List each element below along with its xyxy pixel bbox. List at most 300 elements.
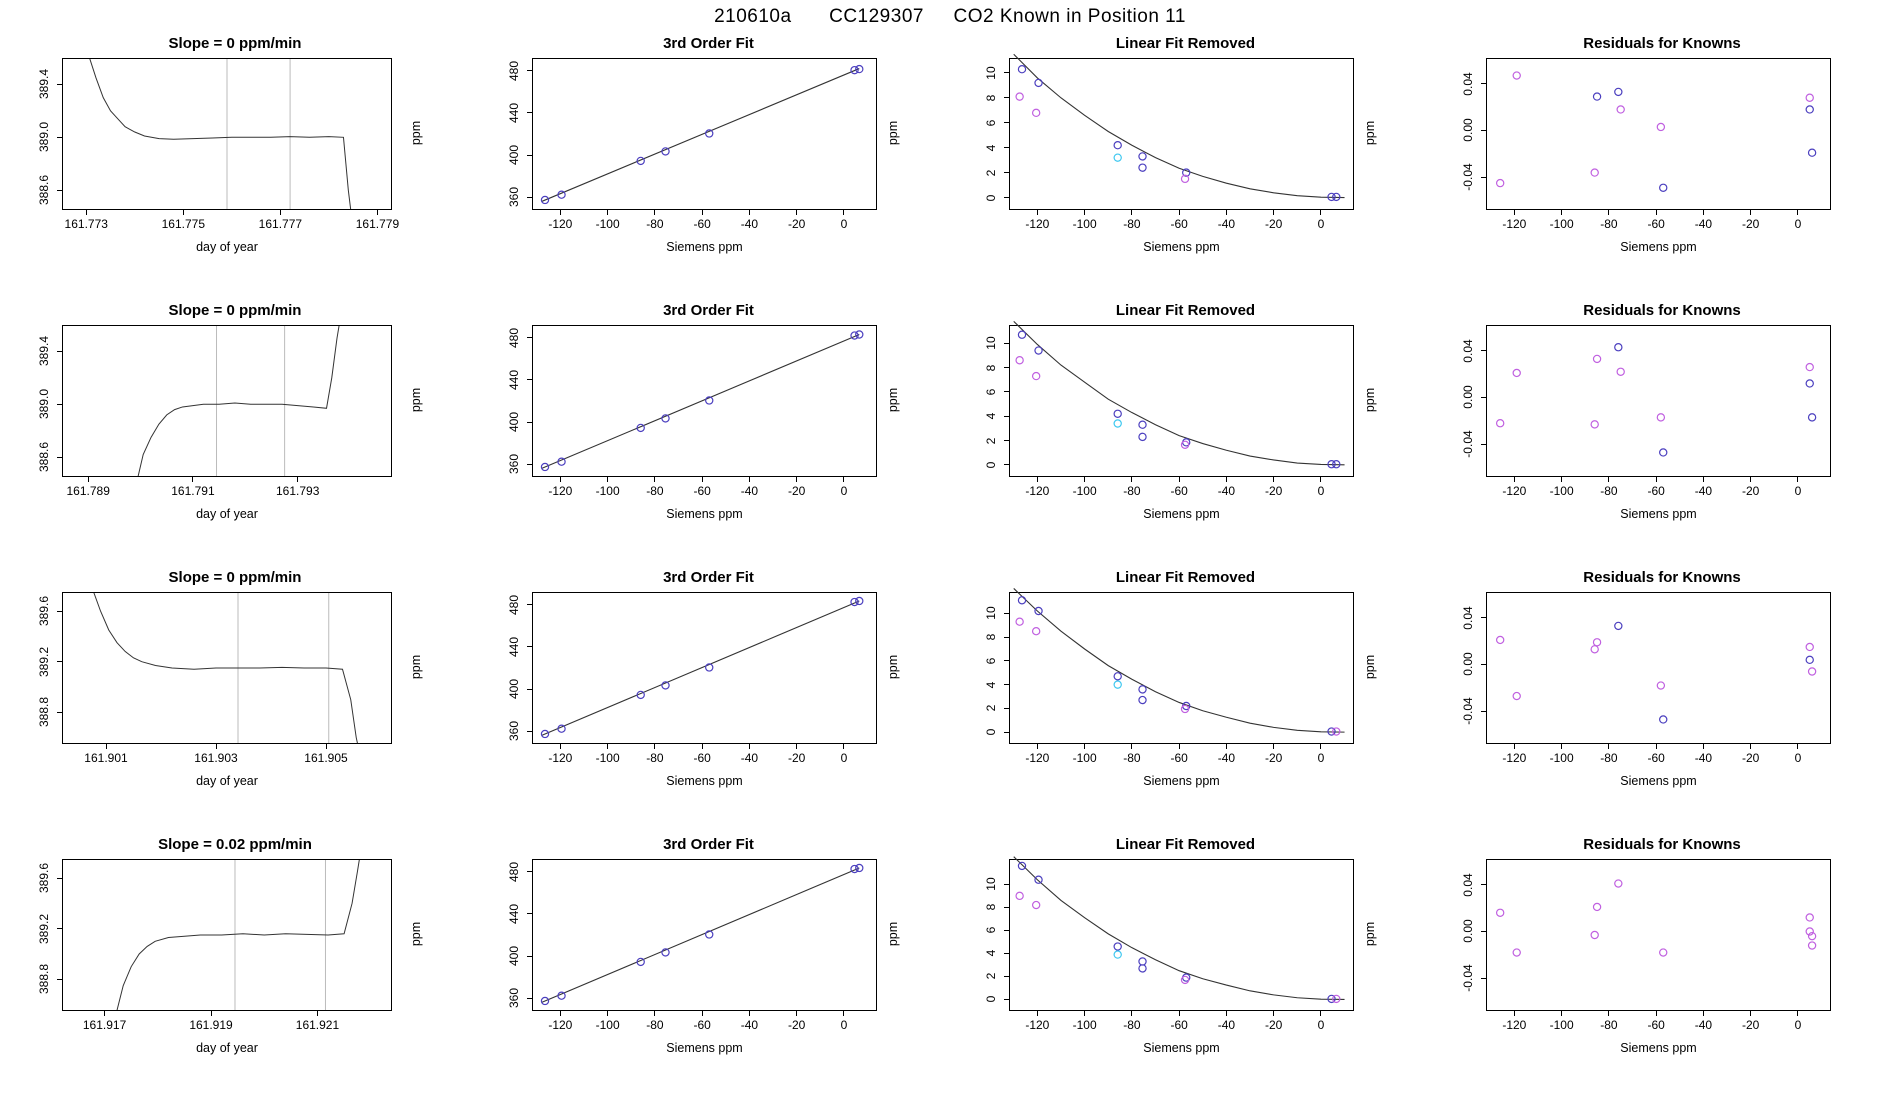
panel-title: Residuals for Knowns	[1583, 302, 1741, 319]
panel-r4-c3	[886, 831, 1424, 1098]
x-tickmark	[1084, 210, 1085, 215]
x-tick-label: -80	[1600, 1018, 1618, 1032]
x-tick-label: -80	[1123, 751, 1141, 765]
x-tick-label: -40	[1694, 484, 1713, 498]
x-tick-label: -80	[1600, 751, 1618, 765]
model-curve	[1014, 588, 1345, 732]
x-axis-label: Siemens ppm	[1620, 1041, 1697, 1055]
data-point	[1513, 72, 1520, 79]
x-tick-label: -120	[1025, 217, 1050, 231]
data-point	[1591, 646, 1598, 653]
y-tick-label: 360	[507, 187, 521, 208]
x-tickmark	[1561, 210, 1562, 215]
data-point	[1035, 79, 1042, 86]
data-point	[1497, 180, 1504, 187]
x-tickmark	[1084, 1011, 1085, 1016]
data-point	[1617, 106, 1624, 113]
x-axis-label: Siemens ppm	[666, 1041, 743, 1055]
panel-title: Linear Fit Removed	[1115, 569, 1256, 586]
y-tick-label: 388.6	[37, 175, 51, 206]
y-tick-label: 6	[984, 927, 998, 934]
y-tick-label: 400	[507, 679, 521, 700]
panel-r1-c2	[409, 30, 947, 297]
x-tick-label: 0	[1317, 751, 1325, 765]
y-tick-label: 2	[984, 973, 998, 980]
x-tick-label: -20	[1264, 217, 1283, 231]
x-tickmark	[1608, 210, 1609, 215]
x-tickmark	[1084, 477, 1085, 482]
x-tickmark	[1703, 210, 1704, 215]
x-tickmark	[607, 1011, 608, 1016]
x-axis-label: day of year	[196, 240, 258, 254]
panel-r3-c4	[1363, 564, 1900, 831]
y-axis-label: ppm	[1363, 654, 1377, 680]
x-tickmark	[1514, 210, 1515, 215]
data-point	[1615, 344, 1622, 351]
y-tick-label: 10	[984, 66, 998, 80]
x-tick-label: 0	[1794, 484, 1802, 498]
x-tick-label: -100	[1072, 217, 1097, 231]
x-tickmark	[796, 210, 797, 215]
data-point	[1593, 639, 1600, 646]
x-tickmark	[1608, 477, 1609, 482]
x-tickmark	[1514, 477, 1515, 482]
y-tick-label: 389.4	[37, 69, 51, 100]
x-tick-label: -80	[646, 1018, 664, 1032]
x-tickmark	[1179, 210, 1180, 215]
x-tick-label: -120	[1025, 1018, 1050, 1032]
panel-title: Slope = 0 ppm/min	[168, 35, 302, 52]
x-tick-label: 0	[1794, 217, 1802, 231]
y-tick-label: 389.6	[37, 862, 51, 894]
x-tickmark	[1320, 744, 1321, 749]
x-tickmark	[749, 744, 750, 749]
data-point	[1035, 347, 1042, 354]
y-tick-label: 389.6	[37, 595, 51, 627]
y-tick-label: 440	[507, 636, 521, 657]
x-tick-label: -100	[1549, 484, 1574, 498]
y-axis-label: ppm	[409, 921, 423, 947]
x-tickmark	[1750, 210, 1751, 215]
plot-graphics	[470, 297, 947, 564]
x-tickmark	[377, 210, 378, 215]
x-tick-label: 161.905	[304, 751, 348, 765]
x-tickmark	[749, 477, 750, 482]
data-point	[1018, 331, 1025, 338]
y-axis-label: ppm	[886, 921, 900, 947]
x-tickmark	[1179, 1011, 1180, 1016]
x-tick-label: 0	[1317, 1018, 1325, 1032]
x-tickmark	[796, 477, 797, 482]
x-tickmark	[749, 210, 750, 215]
data-point	[1018, 597, 1025, 604]
panel-title: Residuals for Knowns	[1583, 35, 1741, 52]
x-tick-label: -100	[595, 217, 620, 231]
x-tick-label: -60	[1170, 217, 1188, 231]
x-tickmark	[1037, 210, 1038, 215]
x-tick-label: -60	[1170, 484, 1188, 498]
x-tick-label: 161.791	[171, 484, 215, 498]
y-tick-label: 2	[984, 437, 998, 444]
panel-title: Linear Fit Removed	[1115, 836, 1256, 853]
x-axis-label: day of year	[196, 507, 258, 521]
x-tickmark	[560, 744, 561, 749]
data-point	[1016, 93, 1023, 100]
y-tick-label: 360	[507, 721, 521, 742]
y-tick-label: 480	[507, 60, 521, 81]
panel-r4-c4	[1363, 831, 1900, 1098]
x-tick-label: -40	[740, 1018, 759, 1032]
data-point	[1617, 368, 1624, 375]
x-tickmark	[104, 1011, 105, 1016]
x-tick-label: -80	[1600, 217, 1618, 231]
data-point	[1497, 909, 1504, 916]
x-tick-label: -20	[1264, 484, 1283, 498]
x-tickmark	[560, 1011, 561, 1016]
x-tickmark	[1750, 477, 1751, 482]
x-tick-label: 161.773	[64, 217, 108, 231]
data-point	[1139, 686, 1146, 693]
panel-r4-c2	[409, 831, 947, 1098]
x-tickmark	[702, 210, 703, 215]
x-tickmark	[1561, 1011, 1562, 1016]
panel-title: Linear Fit Removed	[1115, 35, 1256, 52]
data-point	[1513, 369, 1520, 376]
x-tick-label: -60	[1647, 751, 1665, 765]
x-tickmark	[607, 210, 608, 215]
plot-graphics	[470, 831, 947, 1098]
x-tick-label: -100	[595, 484, 620, 498]
x-tickmark	[1561, 744, 1562, 749]
data-point	[1181, 976, 1188, 983]
x-tickmark	[1273, 210, 1274, 215]
x-tick-label: 0	[840, 751, 848, 765]
y-tick-label: 0.00	[1461, 385, 1475, 410]
x-tickmark	[843, 210, 844, 215]
data-point	[1114, 681, 1121, 688]
panel-title: Linear Fit Removed	[1115, 302, 1256, 319]
y-tick-label: 6	[984, 657, 998, 665]
data-point	[1114, 951, 1121, 958]
x-axis-label: Siemens ppm	[666, 774, 743, 788]
x-axis-label: Siemens ppm	[666, 507, 743, 521]
panel-title: 3rd Order Fit	[663, 302, 754, 319]
y-tick-label: 2	[984, 169, 998, 176]
x-tickmark	[1703, 744, 1704, 749]
y-tick-label: 8	[984, 364, 998, 371]
data-point	[1497, 636, 1504, 643]
data-point	[1593, 903, 1600, 910]
x-tickmark	[843, 1011, 844, 1016]
y-axis-label: ppm	[1363, 387, 1377, 413]
x-tick-label: -60	[1647, 1018, 1665, 1032]
y-axis-label: ppm	[409, 387, 423, 413]
y-axis-label: ppm	[886, 387, 900, 413]
y-tick-label: 0.04	[1461, 339, 1475, 363]
x-tickmark	[1656, 210, 1657, 215]
x-tickmark	[1656, 477, 1657, 482]
y-tick-label: 400	[507, 412, 521, 433]
y-tick-label: 10	[984, 877, 998, 892]
panel-r4-c1	[0, 831, 470, 1098]
y-tick-label: 0.04	[1461, 606, 1475, 630]
x-tick-label: -40	[740, 217, 759, 231]
x-tick-label: -40	[1694, 1018, 1713, 1032]
panel-r3-c3	[886, 564, 1424, 831]
y-tick-label: 10	[984, 606, 998, 621]
panel-title: Residuals for Knowns	[1583, 569, 1741, 586]
plot-graphics	[0, 297, 470, 564]
data-point	[1806, 656, 1813, 663]
x-tickmark	[1037, 477, 1038, 482]
x-tick-label: -80	[1123, 217, 1141, 231]
x-tick-label: -100	[595, 751, 620, 765]
x-tickmark	[607, 477, 608, 482]
x-tick-label: -120	[548, 1018, 573, 1032]
y-tick-label: 0.00	[1461, 652, 1475, 677]
x-axis-label: Siemens ppm	[1620, 774, 1697, 788]
y-tick-label: 8	[984, 904, 998, 911]
data-point	[1016, 357, 1023, 364]
x-tick-label: -120	[548, 751, 573, 765]
x-tick-label: -80	[646, 751, 664, 765]
x-tickmark	[607, 744, 608, 749]
y-tick-label: 360	[507, 454, 521, 475]
x-tickmark	[1226, 1011, 1227, 1016]
y-tick-label: 2	[984, 705, 998, 712]
x-tickmark	[280, 210, 281, 215]
x-tickmark	[702, 744, 703, 749]
x-tickmark	[1273, 744, 1274, 749]
x-axis-label: Siemens ppm	[1143, 1041, 1220, 1055]
panel-r2-c3	[886, 297, 1424, 564]
x-tickmark	[1226, 744, 1227, 749]
x-tick-label: 0	[840, 217, 848, 231]
data-point	[1033, 109, 1040, 116]
x-tickmark	[654, 1011, 655, 1016]
x-tickmark	[1703, 1011, 1704, 1016]
plot-graphics	[1424, 831, 1900, 1098]
y-tick-label: 360	[507, 988, 521, 1009]
panel-r1-c4	[1363, 30, 1900, 297]
panel-grid	[0, 30, 1900, 1100]
panel-title: Slope = 0 ppm/min	[168, 569, 302, 586]
data-point	[1615, 88, 1622, 95]
data-point	[1806, 380, 1813, 387]
panel-r3-c2	[409, 564, 947, 831]
y-tick-label: 4	[984, 412, 998, 420]
x-tickmark	[1514, 1011, 1515, 1016]
data-point	[1806, 643, 1813, 650]
x-tickmark	[106, 744, 107, 749]
x-tick-label: 161.777	[258, 217, 303, 231]
data-point	[662, 148, 669, 155]
x-tick-label: -100	[1549, 1018, 1574, 1032]
x-tick-label: 161.903	[194, 751, 238, 765]
x-tickmark	[1608, 744, 1609, 749]
x-tickmark	[1273, 1011, 1274, 1016]
data-point	[1593, 355, 1600, 362]
plot-graphics	[0, 831, 470, 1098]
data-point	[1139, 421, 1146, 428]
data-point	[1806, 914, 1813, 921]
x-tick-label: -80	[1600, 484, 1618, 498]
x-tick-label: -120	[1502, 484, 1527, 498]
plot-graphics	[947, 831, 1424, 1098]
y-tick-label: 6	[984, 388, 998, 396]
fit-line	[541, 69, 859, 202]
x-tickmark	[211, 1011, 212, 1016]
x-tick-label: 161.919	[189, 1018, 233, 1032]
data-point	[1806, 94, 1813, 101]
fit-line	[541, 335, 859, 469]
y-tick-label: 0	[984, 461, 998, 469]
x-tick-label: -100	[1549, 217, 1574, 231]
x-tickmark	[654, 744, 655, 749]
x-tick-label: -120	[1025, 751, 1050, 765]
data-point	[1591, 169, 1598, 176]
x-tick-label: 161.789	[66, 484, 110, 498]
panel-title: 3rd Order Fit	[663, 836, 754, 853]
x-tickmark	[560, 477, 561, 482]
x-tick-label: -20	[1741, 1018, 1760, 1032]
y-tick-label: 388.8	[37, 964, 51, 995]
x-tick-label: 0	[1317, 484, 1325, 498]
x-tick-label: -80	[646, 484, 664, 498]
panel-title: Slope = 0.02 ppm/min	[158, 836, 312, 853]
x-tickmark	[796, 1011, 797, 1016]
x-tick-label: -120	[548, 217, 573, 231]
data-point	[1016, 618, 1023, 625]
title-serial: CC129307	[829, 6, 924, 27]
x-axis-label: day of year	[196, 774, 258, 788]
plot-graphics	[1424, 297, 1900, 564]
y-tick-label: 6	[984, 119, 998, 127]
x-tickmark	[843, 744, 844, 749]
y-tick-label: 4	[984, 144, 998, 152]
x-tickmark	[88, 477, 89, 482]
x-tickmark	[1179, 477, 1180, 482]
data-point	[1806, 363, 1813, 370]
x-tick-label: 161.779	[355, 217, 400, 231]
figure-title	[0, 6, 1900, 28]
panel-r1-c3	[886, 30, 1424, 297]
data-point	[1114, 943, 1121, 950]
data-point	[1660, 184, 1667, 191]
data-point	[1809, 414, 1816, 421]
x-tick-label: -20	[1741, 217, 1760, 231]
x-tickmark	[1320, 477, 1321, 482]
x-tick-label: -20	[1264, 751, 1283, 765]
y-tick-label: 480	[507, 327, 521, 348]
data-point	[1660, 716, 1667, 723]
x-tick-label: -100	[1072, 1018, 1097, 1032]
data-point	[1513, 949, 1520, 956]
x-tickmark	[1037, 744, 1038, 749]
data-point	[1114, 420, 1121, 427]
data-point	[1114, 673, 1121, 680]
model-curve	[1014, 321, 1345, 464]
data-point	[856, 864, 863, 871]
x-tick-label: 161.917	[82, 1018, 127, 1032]
y-tick-label: 4	[984, 950, 998, 957]
y-tick-label: 388.8	[37, 697, 51, 728]
y-tick-label: 440	[507, 102, 521, 123]
y-tick-label: 0.00	[1461, 919, 1475, 944]
y-tick-label: 8	[984, 94, 998, 102]
data-point	[1806, 106, 1813, 113]
data-point	[1139, 153, 1146, 160]
x-tick-label: -100	[1072, 484, 1097, 498]
data-point	[1139, 164, 1146, 171]
x-tick-label: 0	[840, 484, 848, 498]
title-date-code: 210610a	[714, 6, 792, 27]
y-tick-label: 389.2	[37, 646, 51, 677]
x-tick-label: -120	[548, 484, 573, 498]
y-axis-label: ppm	[1363, 921, 1377, 947]
data-point	[1657, 414, 1664, 421]
x-tickmark	[1226, 210, 1227, 215]
y-tick-label: 480	[507, 594, 521, 615]
data-point	[1513, 692, 1520, 699]
x-tick-label: -40	[740, 751, 759, 765]
x-tickmark	[1656, 744, 1657, 749]
y-axis-label: ppm	[1363, 120, 1377, 146]
x-tickmark	[1131, 1011, 1132, 1016]
y-tick-label: 389.0	[37, 122, 51, 153]
x-tickmark	[1797, 477, 1798, 482]
x-tickmark	[1750, 1011, 1751, 1016]
x-axis-label: Siemens ppm	[666, 240, 743, 254]
x-tick-label: -40	[1217, 1018, 1236, 1032]
data-point	[1114, 410, 1121, 417]
x-axis-label: day of year	[196, 1041, 258, 1055]
x-tickmark	[1797, 1011, 1798, 1016]
x-tickmark	[796, 744, 797, 749]
signal-trace	[115, 855, 360, 1017]
x-tickmark	[843, 477, 844, 482]
data-point	[1018, 66, 1025, 73]
plot-graphics	[947, 30, 1424, 297]
x-tick-label: -40	[1694, 217, 1713, 231]
x-tickmark	[1750, 744, 1751, 749]
y-tick-label: 400	[507, 145, 521, 166]
data-point	[1657, 123, 1664, 130]
data-point	[1660, 949, 1667, 956]
y-tick-label: 0	[984, 194, 998, 201]
x-tick-label: -60	[693, 217, 711, 231]
plot-graphics	[470, 564, 947, 831]
data-point	[1809, 149, 1816, 156]
x-tick-label: -80	[1123, 484, 1141, 498]
data-point	[1593, 93, 1600, 100]
x-tick-label: 0	[1794, 751, 1802, 765]
data-point	[1615, 880, 1622, 887]
signal-trace	[138, 322, 340, 477]
x-tick-label: -40	[740, 484, 759, 498]
panel-r2-c2	[409, 297, 947, 564]
x-tick-label: -60	[693, 751, 711, 765]
x-tick-label: -80	[1123, 1018, 1141, 1032]
signal-trace	[92, 588, 359, 750]
x-tickmark	[1320, 1011, 1321, 1016]
data-point	[1809, 668, 1816, 675]
x-tickmark	[1608, 1011, 1609, 1016]
x-tick-label: 0	[1794, 1018, 1802, 1032]
data-point	[1033, 372, 1040, 379]
x-tickmark	[1514, 744, 1515, 749]
x-tick-label: -40	[1217, 217, 1236, 231]
